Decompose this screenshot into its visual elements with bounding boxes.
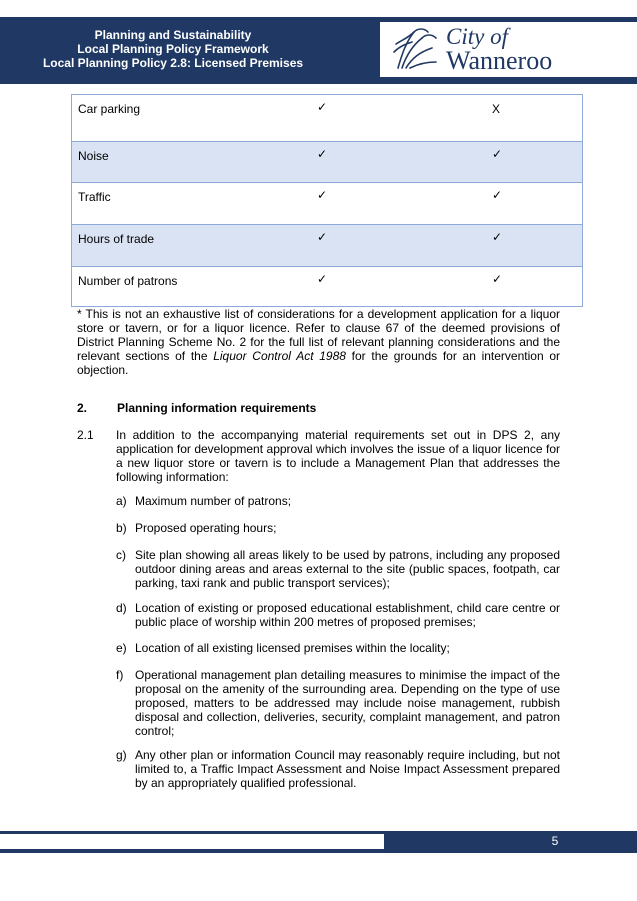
tavern-check: ✓ bbox=[492, 188, 503, 202]
act-title: Liquor Control Act 1988 bbox=[213, 349, 346, 363]
list-item bbox=[116, 494, 560, 508]
list-item-text: Proposed operating hours; bbox=[135, 521, 277, 535]
store-check: ✓ bbox=[317, 188, 328, 202]
list-item bbox=[116, 548, 560, 590]
header-rule bbox=[0, 82, 637, 84]
clause-number: 2.1 bbox=[77, 428, 94, 442]
wanneroo-logo-icon bbox=[392, 24, 438, 74]
header-title-block bbox=[14, 28, 332, 70]
store-check: ✓ bbox=[317, 230, 328, 244]
list-item-label: c) bbox=[116, 548, 126, 562]
row-label: Hours of trade bbox=[78, 232, 155, 246]
table-row bbox=[72, 266, 582, 306]
table-row bbox=[72, 224, 582, 266]
tavern-check: X bbox=[492, 102, 501, 116]
list-item-text: Operational management plan detailing measures to minimise the impact of the proposal on the amenity of the surrounding area. Depending on the type of use proposed, matters to be addressed may include noise management, rubbish disposal and collection, deliveries, security, complaint management, and patron control; bbox=[135, 668, 560, 738]
section-number: 2. bbox=[77, 401, 88, 415]
footer-white-band bbox=[0, 834, 384, 849]
store-check: ✓ bbox=[317, 147, 328, 161]
logo-name-text: Wanneroo bbox=[446, 46, 553, 75]
store-check: ✓ bbox=[317, 100, 328, 114]
header-line-1: Planning and Sustainability bbox=[94, 28, 252, 42]
list-item bbox=[116, 521, 560, 535]
section-title: Planning information requirements bbox=[117, 401, 317, 415]
list-item-label: e) bbox=[116, 641, 127, 655]
list-item-text: Site plan showing all areas likely to be used by patrons, including any proposed outdoor dining areas and areas external to the site (public spaces, footpath, car parking, taxi rank and public transport services); bbox=[135, 548, 560, 590]
tavern-check: ✓ bbox=[492, 230, 503, 244]
table-footnote bbox=[77, 307, 560, 377]
row-label: Number of patrons bbox=[78, 274, 178, 288]
list-item bbox=[116, 641, 560, 655]
list-item-label: f) bbox=[116, 668, 124, 682]
tavern-check: ✓ bbox=[492, 272, 503, 286]
list-item-text: Location of all existing licensed premises within the locality; bbox=[135, 641, 450, 655]
list-item bbox=[116, 668, 560, 738]
table-row bbox=[72, 141, 582, 182]
logo-city-text: City of bbox=[446, 24, 508, 49]
list-item-text: Location of existing or proposed educational establishment, child care centre or public place of worship within 200 metres of proposed premises; bbox=[135, 601, 560, 629]
footnote-text: * This is not an exhaustive list of considerations for a development application for a liquor store or tavern, or for a liquor licence. Refer to clause 67 of the deemed provisions of District Planning Scheme No. 2 for the full list of relevant planning considerations and the relevant sections of the bbox=[77, 307, 560, 363]
list-item-label: a) bbox=[116, 494, 127, 508]
row-label: Car parking bbox=[78, 102, 141, 116]
store-check: ✓ bbox=[317, 272, 328, 286]
header-line-2: Local Planning Policy Framework bbox=[77, 42, 269, 56]
list-item-label: d) bbox=[116, 601, 127, 615]
footnote-text-end: for the grounds for an intervention or objection. bbox=[77, 349, 560, 377]
tavern-check: ✓ bbox=[492, 147, 503, 161]
table-row bbox=[72, 95, 582, 141]
page-header bbox=[0, 0, 637, 84]
row-label: Traffic bbox=[78, 190, 111, 204]
list-item-label: g) bbox=[116, 748, 127, 762]
list-item bbox=[116, 748, 560, 790]
page-number: 5 bbox=[551, 834, 559, 848]
considerations-table bbox=[71, 94, 583, 307]
row-label: Noise bbox=[78, 149, 109, 163]
table-row bbox=[72, 182, 582, 224]
list-item-label: b) bbox=[116, 521, 127, 535]
list-item-text: Maximum number of patrons; bbox=[135, 494, 292, 508]
list-item bbox=[116, 601, 560, 629]
list-item-text: Any other plan or information Council may reasonably require including, but not limited to, a Traffic Impact Assessment and Noise Impact Assessment prepared by an appropriately qualified professional. bbox=[135, 748, 560, 790]
clause-text: In addition to the accompanying material requirements set out in DPS 2, any application for development approval which involves the issue of a liquor licence for a new liquor store or tavern is to include a Management Plan that addresses the following information: bbox=[116, 428, 560, 484]
header-line-3: Local Planning Policy 2.8: Licensed Premises bbox=[42, 56, 304, 70]
